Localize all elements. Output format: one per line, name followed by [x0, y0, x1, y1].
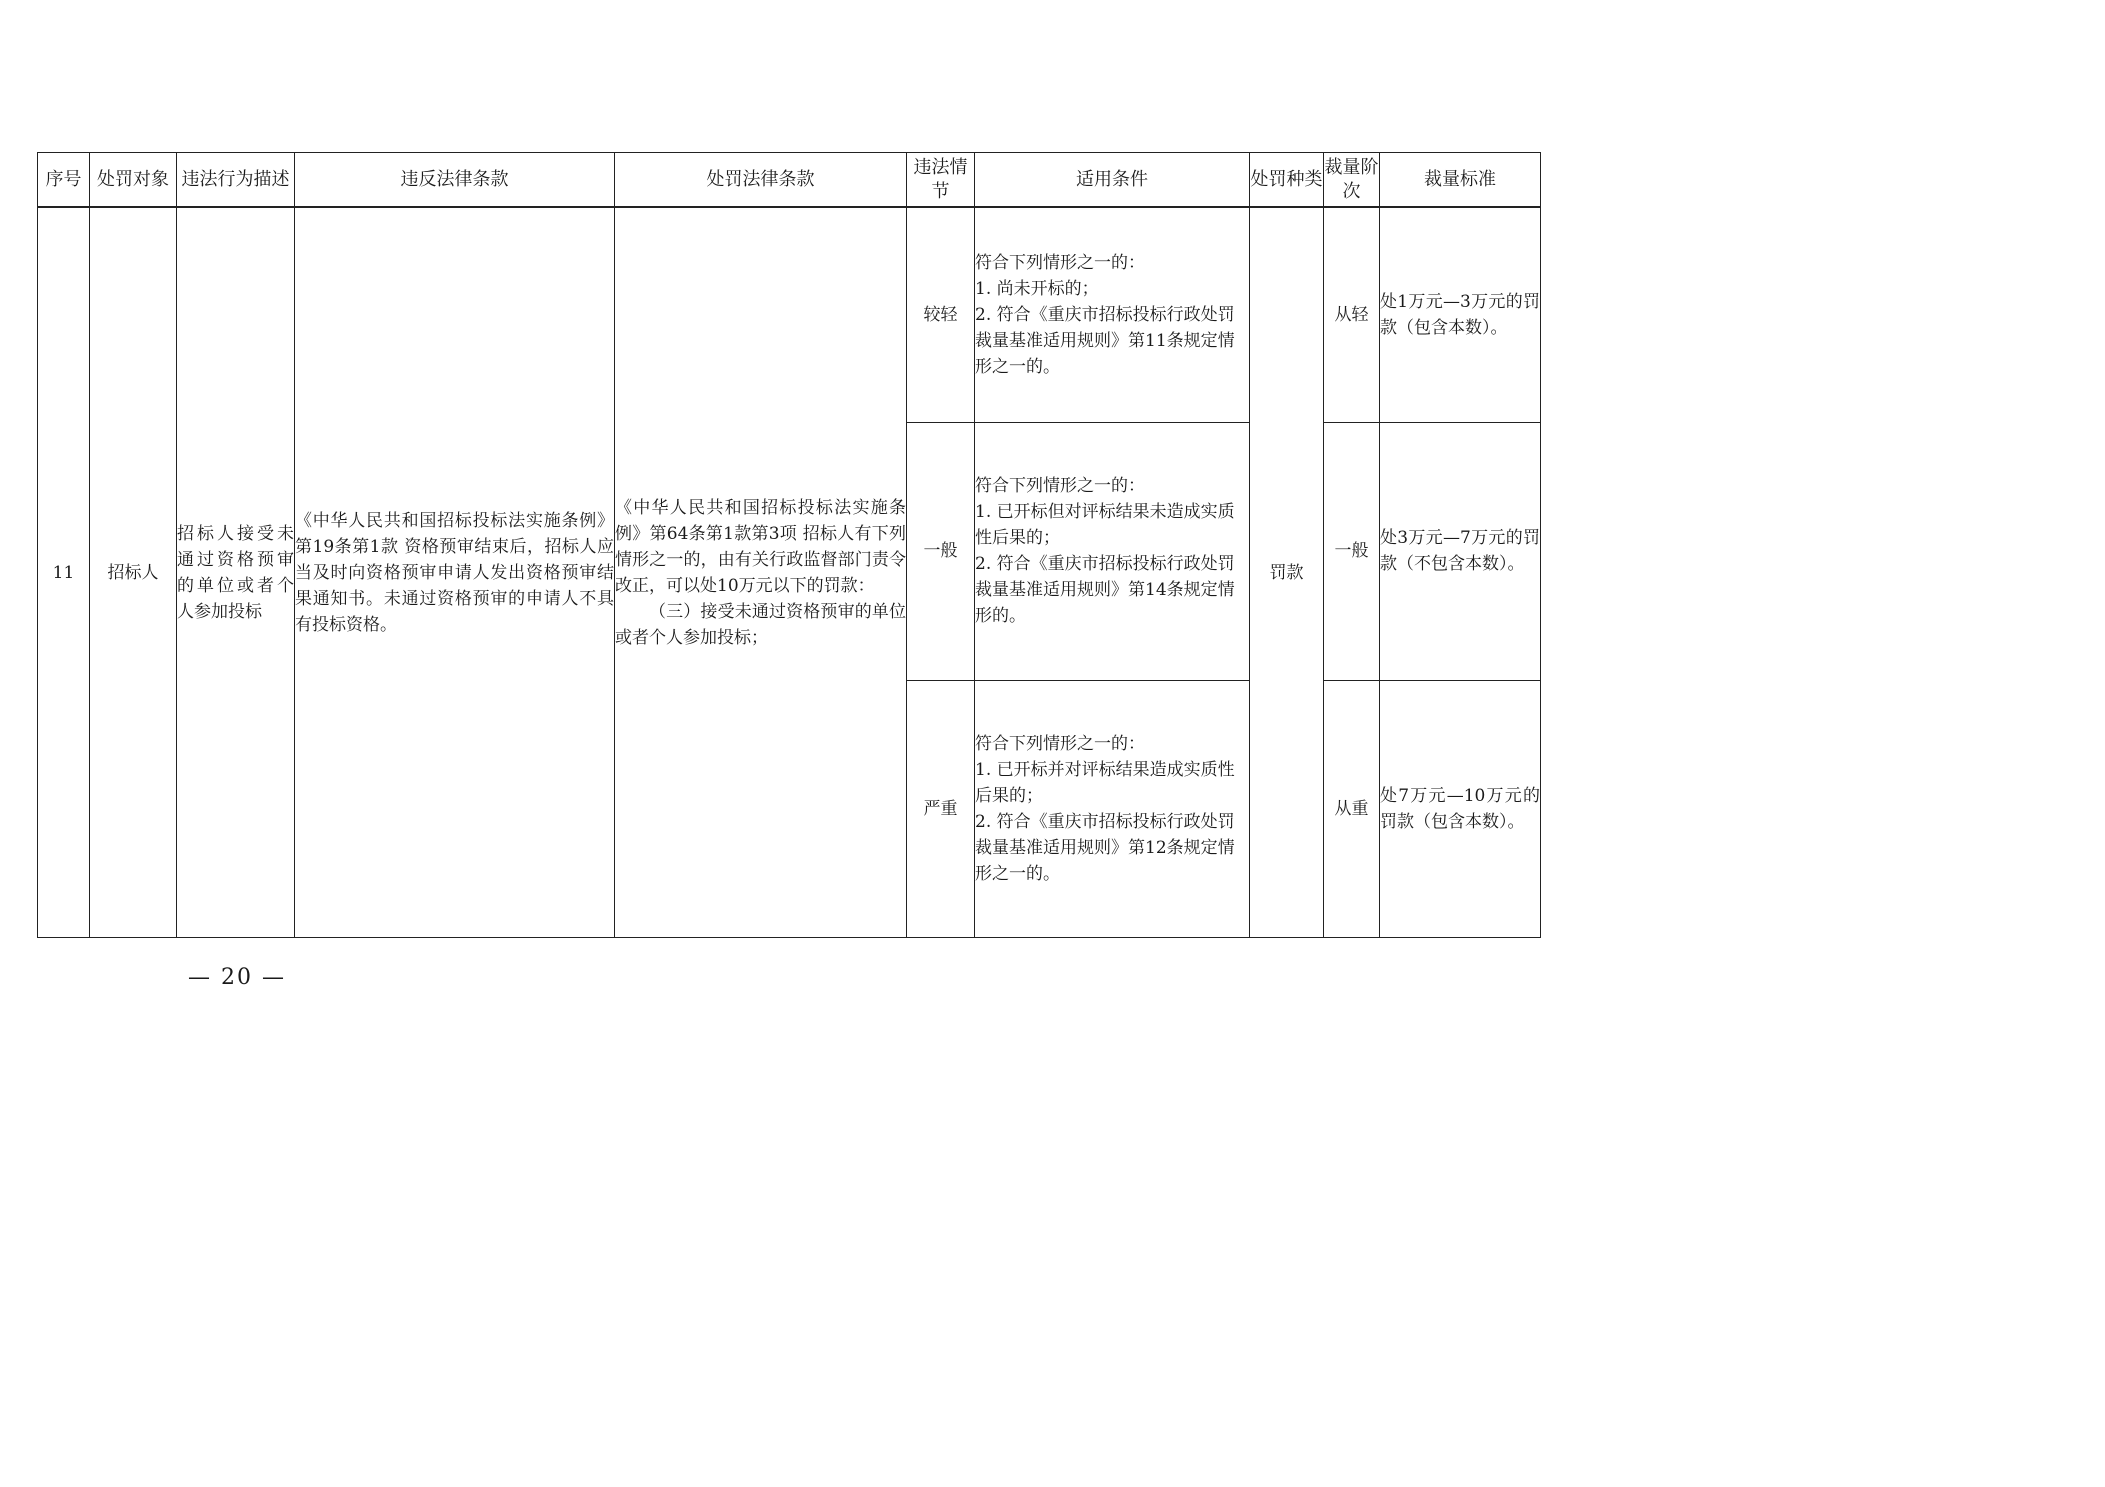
condition-line: 2. 符合《重庆市招标投标行政处罚裁量基准适用规则》第11条规定情形之一的。 — [975, 305, 1235, 378]
cell-penalty-type: 罚款 — [1250, 207, 1324, 938]
condition-line: 1. 已开标但对评标结果未造成实质性后果的； — [975, 502, 1235, 549]
cell-conditions-severe — [975, 680, 1250, 937]
cell-standard-mild: 处1万元—3万元的罚款（包含本数）。 — [1380, 207, 1541, 423]
cell-conditions-general — [975, 423, 1250, 680]
header-serial: 序号 — [38, 153, 90, 208]
cell-behavior: 招标人接受未通过资格预审的单位或者个人参加投标 — [177, 207, 295, 938]
condition-line: 2. 符合《重庆市招标投标行政处罚裁量基准适用规则》第14条规定情形的。 — [975, 554, 1235, 627]
condition-line: 符合下列情形之一的： — [975, 253, 1145, 274]
condition-line: 2. 符合《重庆市招标投标行政处罚裁量基准适用规则》第12条规定情形之一的。 — [975, 811, 1235, 884]
condition-line: 1. 已开标并对评标结果造成实质性后果的； — [975, 759, 1235, 806]
header-penalty-clause: 处罚法律条款 — [615, 153, 907, 208]
table-header-row — [38, 153, 1541, 208]
cell-severity-mild: 较轻 — [907, 207, 975, 423]
condition-line: 符合下列情形之一的： — [975, 476, 1145, 497]
condition-line: 符合下列情形之一的： — [975, 733, 1145, 754]
cell-target: 招标人 — [90, 207, 177, 938]
condition-line: 1. 尚未开标的； — [975, 279, 1099, 300]
page-number: — 20 — — [188, 965, 286, 990]
header-target: 处罚对象 — [90, 153, 177, 208]
cell-conditions-mild — [975, 207, 1250, 423]
header-penalty-type: 处罚种类 — [1250, 153, 1324, 208]
header-standard: 裁量标准 — [1380, 153, 1541, 208]
cell-serial: 11 — [38, 207, 90, 938]
cell-degree-mild: 从轻 — [1324, 207, 1380, 423]
header-violated-clause: 违反法律条款 — [295, 153, 615, 208]
cell-degree-general: 一般 — [1324, 423, 1380, 680]
penalty-clause-item: （三）接受未通过资格预审的单位或者个人参加投标； — [615, 601, 906, 648]
cell-violated-clause: 《中华人民共和国招标投标法实施条例》第19条第1款 资格预审结束后，招标人应当及时向资格预审申请人发出资格预审结果通知书。未通过资格预审的申请人不具有投标资格。 — [295, 207, 615, 938]
header-degree: 裁量阶次 — [1324, 153, 1380, 208]
penalty-discretion-table — [37, 152, 1541, 938]
header-conditions: 适用条件 — [975, 153, 1250, 208]
penalty-clause-main: 《中华人民共和国招标投标法实施条例》第64条第1款第3项 招标人有下列情形之一的，由有关行政监督部门责令改正，可以处10万元以下的罚款： — [615, 497, 906, 596]
cell-severity-general: 一般 — [907, 423, 975, 680]
header-severity: 违法情节 — [907, 153, 975, 208]
header-behavior: 违法行为描述 — [177, 153, 295, 208]
cell-severity-severe: 严重 — [907, 680, 975, 937]
cell-degree-severe: 从重 — [1324, 680, 1380, 937]
cell-penalty-clause — [615, 207, 907, 938]
table-row-mild — [38, 207, 1541, 423]
cell-standard-general: 处3万元—7万元的罚款（不包含本数）。 — [1380, 423, 1541, 680]
cell-standard-severe: 处7万元—10万元的罚款（包含本数）。 — [1380, 680, 1541, 937]
